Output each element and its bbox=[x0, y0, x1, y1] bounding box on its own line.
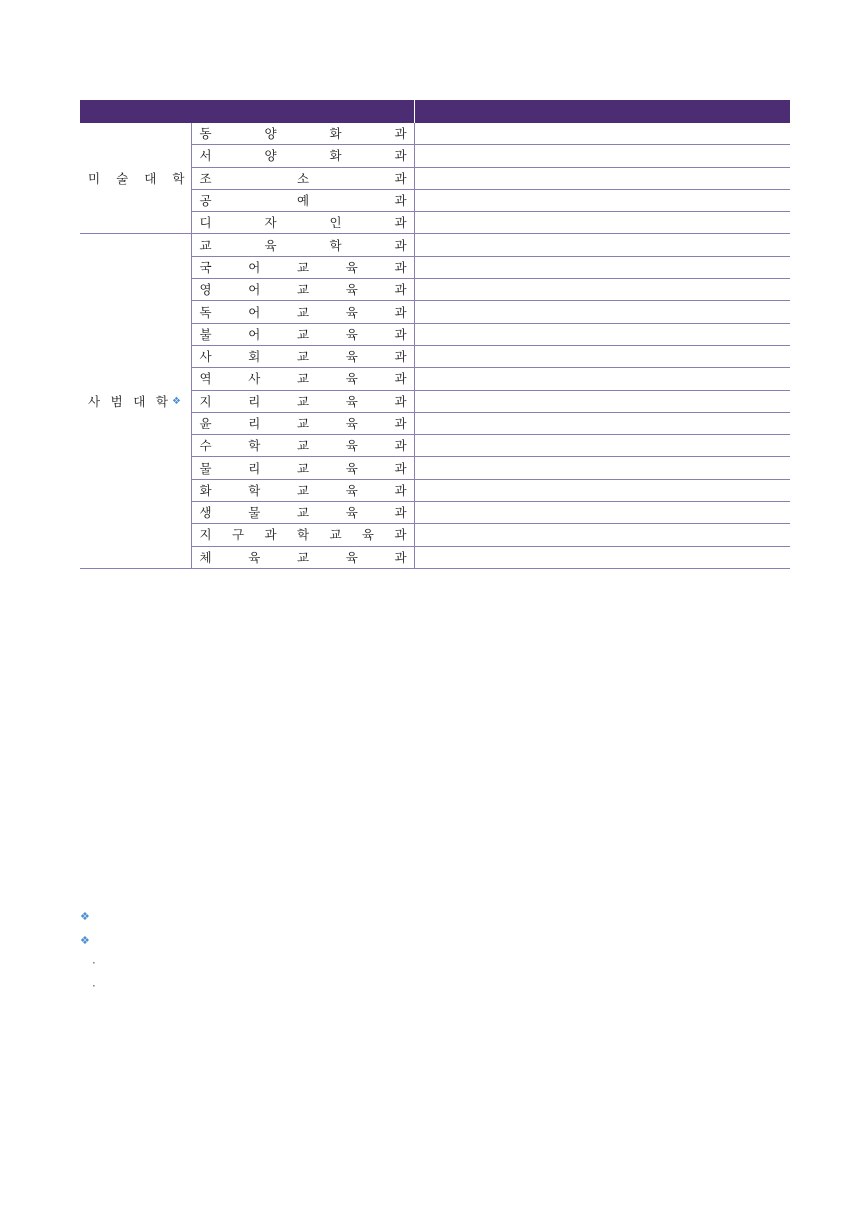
admission-units-table bbox=[80, 100, 790, 569]
unit-edu-6-label: 역 사 교 육 과 bbox=[199, 371, 407, 387]
unit-art-0-label: 동 양 화 과 bbox=[199, 126, 407, 142]
unit-edu-11 bbox=[191, 479, 414, 501]
unit-edu-9 bbox=[191, 435, 414, 457]
unit-edu-2-label: 영 어 교 육 과 bbox=[199, 282, 407, 298]
department-value-cell bbox=[414, 256, 790, 278]
department-value-cell bbox=[414, 301, 790, 323]
unit-art-4-label: 디 자 인 과 bbox=[199, 215, 407, 231]
unit-edu-3-label: 독 어 교 육 과 bbox=[199, 304, 407, 320]
college-art-label: 미 술 대 학 bbox=[88, 170, 185, 186]
unit-edu-11-label: 화 학 교 육 과 bbox=[199, 482, 407, 498]
note-accreditation bbox=[80, 929, 800, 953]
unit-edu-4-label: 불 어 교 육 과 bbox=[199, 326, 407, 342]
unit-edu-5-label: 사 회 교 육 과 bbox=[199, 349, 407, 365]
department-value-cell bbox=[414, 502, 790, 524]
unit-edu-13 bbox=[191, 524, 414, 546]
table-body bbox=[80, 123, 790, 568]
department-value-cell bbox=[414, 368, 790, 390]
department-value-cell bbox=[414, 323, 790, 345]
unit-edu-14-label: 체 육 교 육 과 bbox=[199, 549, 407, 565]
unit-art-3 bbox=[191, 189, 414, 211]
unit-edu-14 bbox=[191, 546, 414, 568]
department-value-cell bbox=[414, 524, 790, 546]
department-value-cell bbox=[414, 167, 790, 189]
unit-edu-10 bbox=[191, 457, 414, 479]
unit-art-1 bbox=[191, 145, 414, 167]
department-value-cell bbox=[414, 123, 790, 145]
unit-edu-2 bbox=[191, 279, 414, 301]
unit-edu-7 bbox=[191, 390, 414, 412]
unit-edu-0 bbox=[191, 234, 414, 256]
department-value-cell bbox=[414, 145, 790, 167]
unit-edu-12-label: 생 물 교 육 과 bbox=[199, 505, 407, 521]
department-value-cell bbox=[414, 279, 790, 301]
unit-edu-7-label: 지 리 교 육 과 bbox=[199, 393, 407, 409]
unit-art-3-label: 공 예 과 bbox=[199, 193, 407, 209]
diamond-bullet-icon: ❖ bbox=[80, 933, 90, 947]
unit-edu-9-label: 수 학 교 육 과 bbox=[199, 438, 407, 454]
unit-art-4 bbox=[191, 212, 414, 234]
unit-art-1-label: 서 양 화 과 bbox=[199, 148, 407, 164]
unit-edu-1-label: 국 어 교 육 과 bbox=[199, 259, 407, 275]
department-value-cell bbox=[414, 479, 790, 501]
middle-dot-icon: · bbox=[92, 978, 96, 993]
department-value-cell bbox=[414, 234, 790, 256]
unit-edu-8 bbox=[191, 412, 414, 434]
department-value-cell bbox=[414, 435, 790, 457]
note-nursing-accreditation bbox=[80, 952, 800, 975]
note-warning bbox=[80, 997, 800, 1020]
unit-edu-8-label: 윤 리 교 육 과 bbox=[199, 416, 407, 431]
unit-edu-6 bbox=[191, 368, 414, 390]
unit-edu-4 bbox=[191, 323, 414, 345]
unit-art-2-label: 조 소 과 bbox=[199, 170, 407, 186]
department-value-cell bbox=[414, 390, 790, 412]
unit-edu-13-label: 지 구 과 학 교 육 과 bbox=[199, 527, 407, 543]
unit-art-0 bbox=[191, 123, 414, 145]
table-row bbox=[80, 123, 790, 145]
department-value-cell bbox=[414, 189, 790, 211]
college-education bbox=[80, 234, 191, 568]
department-value-cell bbox=[414, 345, 790, 367]
department-value-cell bbox=[414, 412, 790, 434]
notes-section bbox=[80, 905, 800, 1020]
unit-edu-3 bbox=[191, 301, 414, 323]
header-recruitment-unit bbox=[80, 100, 414, 123]
unit-edu-5 bbox=[191, 345, 414, 367]
table-row bbox=[80, 234, 790, 256]
department-value-cell bbox=[414, 546, 790, 568]
department-value-cell bbox=[414, 457, 790, 479]
unit-edu-10-label: 물 리 교 육 과 bbox=[199, 460, 407, 476]
header-department-major bbox=[414, 100, 790, 123]
note-medicine-accreditation bbox=[80, 975, 800, 998]
unit-edu-0-label: 교 육 학 과 bbox=[199, 237, 407, 253]
department-value-cell bbox=[414, 212, 790, 234]
college-education-label: 사 범 대 학 ❖ bbox=[80, 391, 191, 412]
diamond-bullet-icon: ❖ bbox=[80, 910, 90, 923]
unit-edu-12 bbox=[191, 502, 414, 524]
table-header-row bbox=[80, 100, 790, 123]
middle-dot-icon: · bbox=[92, 956, 96, 970]
college-art bbox=[80, 123, 191, 234]
unit-art-2 bbox=[191, 167, 414, 189]
unit-edu-1 bbox=[191, 256, 414, 278]
note-teacher-college bbox=[80, 905, 800, 929]
diamond-marker-icon: ❖ bbox=[172, 395, 181, 407]
